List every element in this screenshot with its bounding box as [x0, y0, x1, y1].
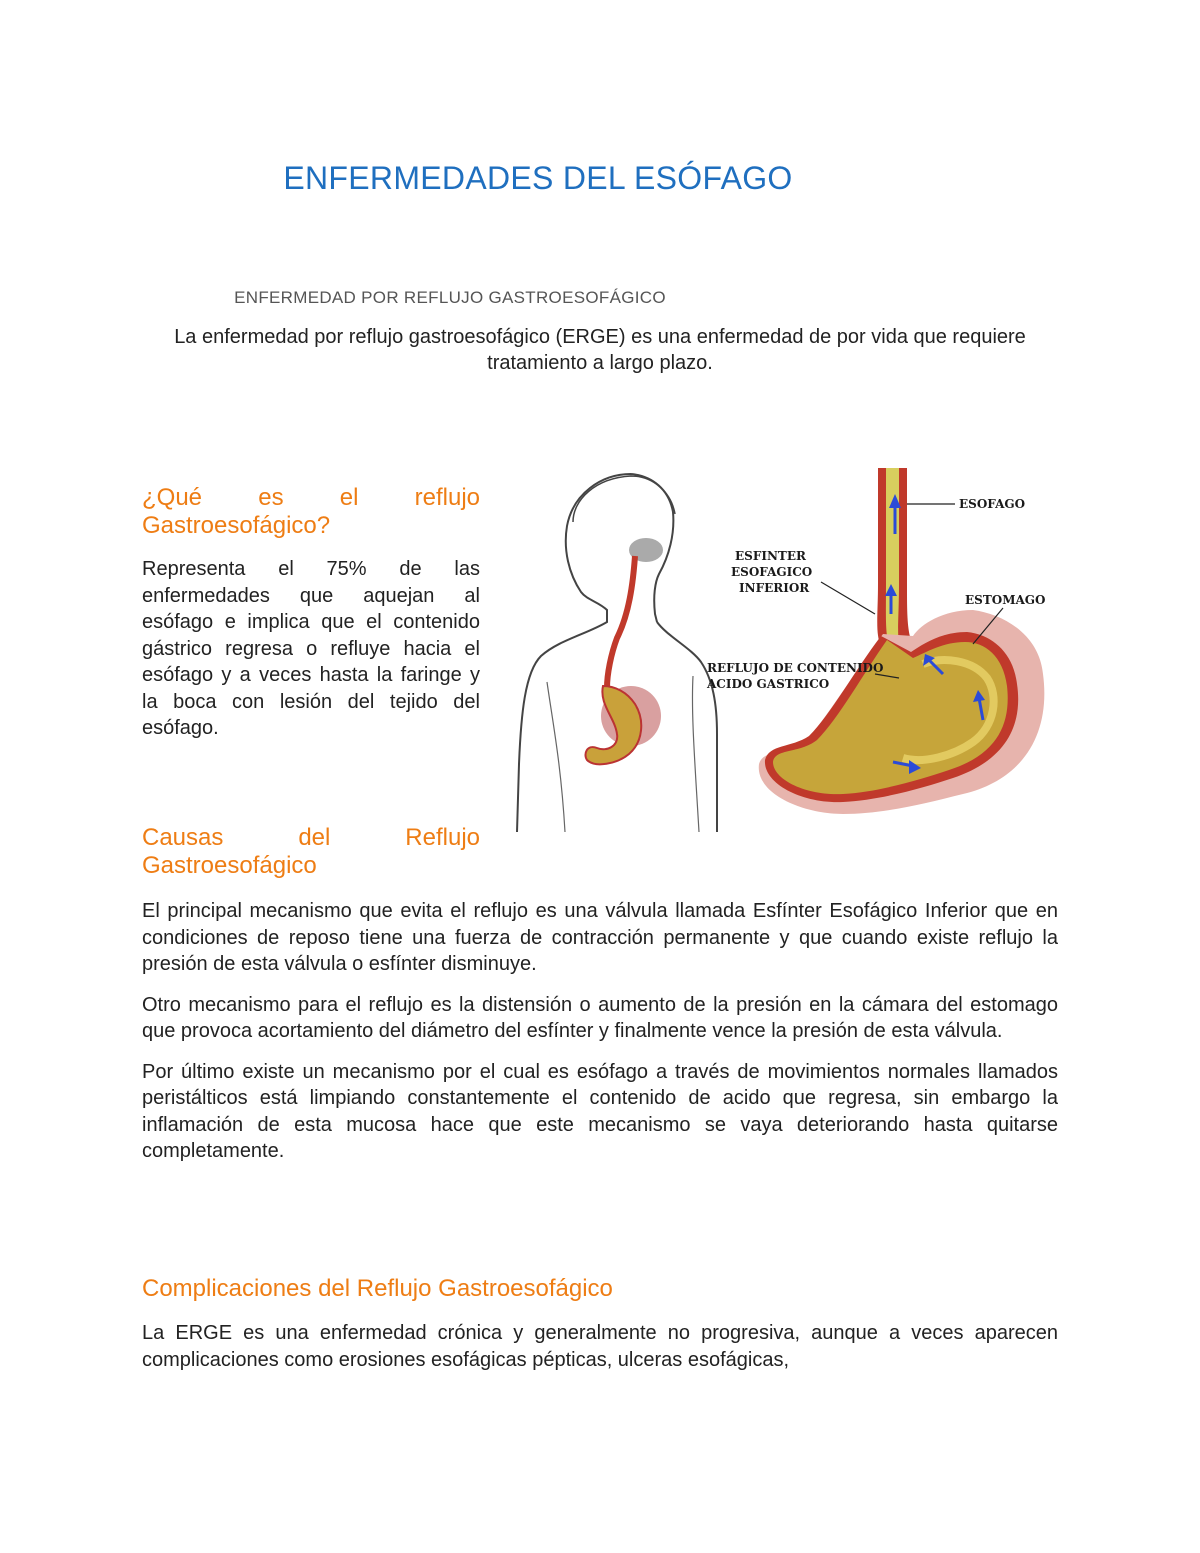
- section-body-que-es: Representa el 75% de las enfermedades que aquejan al esófago e implica que el contenido gástrico regresa o refluye hacia el esófago y a veces hasta la faringe y la boca con lesión del tejido del esófago.: [142, 558, 480, 739]
- section-heading-que-es-line1: ¿Qué es el reflujo: [142, 484, 480, 511]
- body-silhouette: [517, 474, 717, 832]
- section-que-es: [142, 484, 480, 742]
- anatomy-illustration: [503, 464, 1059, 832]
- document-title: ENFERMEDADES DEL ESÓFAGO: [283, 160, 793, 196]
- label-esofago: ESOFAGO: [959, 497, 1026, 511]
- leader-line-esfinter: [821, 582, 875, 614]
- label-reflujo-line1: REFLUJO DE CONTENIDO: [707, 661, 884, 675]
- complicaciones-paragraph: La ERGE es una enfermedad crónica y generalmente no progresiva, aunque a veces aparecen complicaciones como erosiones esofágicas pépticas, ulceras esofágicas,: [142, 1322, 1058, 1371]
- document-subtitle: ENFERMEDAD POR REFLUJO GASTROESOFÁGICO: [234, 288, 666, 307]
- hair-outline: [573, 476, 675, 522]
- large-esophagus-lumen: [886, 468, 899, 644]
- causas-paragraph-3: Por último existe un mecanismo por el cual es esófago a través de movimientos normales llamados peristálticos está limpiando constantemente el contenido de acido que regresa, sin embargo la inflamación de esta mucosa hace que este mecanismo se vaya deteriorando hasta quitarse completamente.: [142, 1060, 1058, 1162]
- label-esfinter-line3: INFERIOR: [739, 581, 810, 595]
- arm-line-right: [692, 676, 699, 832]
- label-esfinter-line1: ESFINTER: [735, 549, 806, 563]
- section-causas-heading: [142, 824, 480, 880]
- section-causas-body: [142, 898, 1058, 1165]
- label-reflujo-line2: ACIDO GASTRICO: [707, 677, 830, 691]
- section-heading-causas-line2: Gastroesofágico: [142, 852, 317, 879]
- section-heading-causas-line1: Causas del Reflujo: [142, 824, 480, 851]
- section-heading-que-es-line2: Gastroesofágico?: [142, 512, 331, 539]
- small-esophagus: [607, 556, 635, 688]
- arm-line: [547, 682, 565, 832]
- intro-paragraph: La enfermedad por reflujo gastroesofágico (ERGE) es una enfermedad de por vida que requiere tratamiento a largo plazo.: [174, 326, 1026, 374]
- causas-paragraph-2: Otro mecanismo para el reflujo es la distensión o aumento de la presión en la cámara del estomago que provoca acortamiento del diámetro del esfínter y finalmente vence la presión de esta válvula.: [142, 993, 1058, 1042]
- section-heading-complicaciones: Complicaciones del Reflujo Gastroesofágico: [142, 1275, 613, 1302]
- label-estomago: ESTOMAGO: [965, 593, 1046, 607]
- causas-paragraph-1: El principal mecanismo que evita el reflujo es una válvula llamada Esfínter Esofágico Inferior que en condiciones de reposo tiene una fuerza de contracción permanente y que cuando existe reflujo la presión de esta válvula o esfínter disminuye.: [142, 900, 1058, 975]
- reflux-anatomy-figure: [503, 464, 1059, 832]
- label-esfinter-line2: ESOFAGICO: [731, 565, 813, 579]
